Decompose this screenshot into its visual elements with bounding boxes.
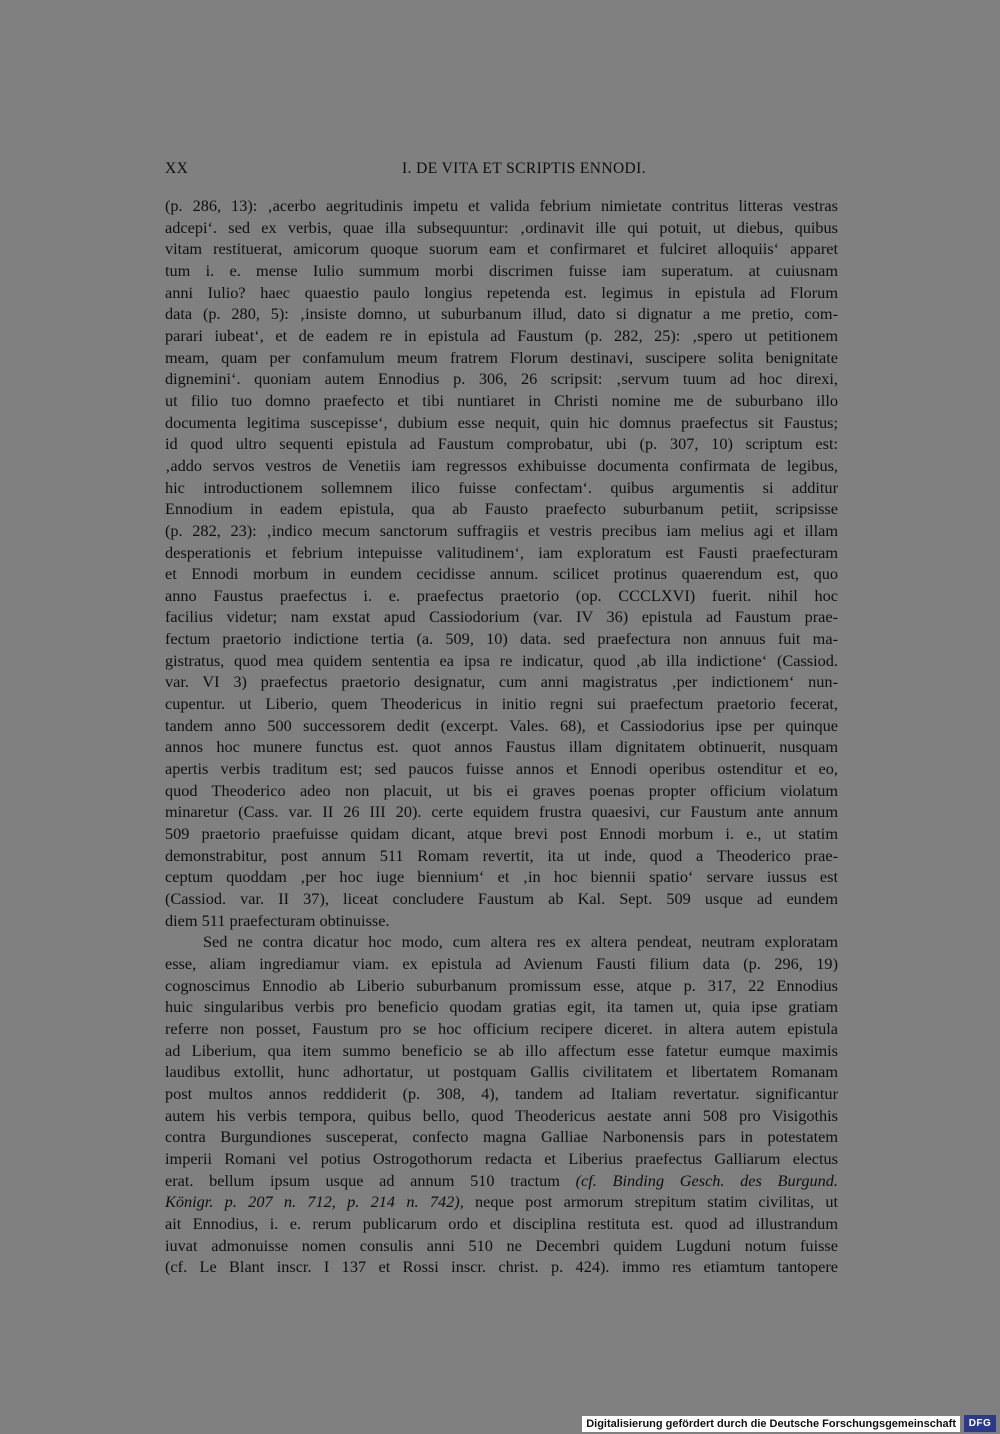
text-line: parari iubeat‘, et de eadem re in epistula ad Faustum (p. 282, 25): ‚spero ut petitionem <box>165 325 838 345</box>
text-line: et Ennodi morbum in eundem cecidisse annum. scilicet protinus quaerendum est, quo <box>165 564 838 584</box>
text-line: (Cassiod. var. II 37), liceat concludere Faustum ab Kal. Sept. 509 usque ad eundem <box>165 889 838 908</box>
text-line: tandem anno 500 successorem dedit (excerpt. Vales. 68), et Cassiodorius ipse per quinque <box>165 715 838 735</box>
text-line: dignemini‘. quoniam autem Ennodius p. 306, 26 scripsit: ‚servum tuum ad hoc direxi, <box>165 369 838 389</box>
text-line: fectum praetorio indictione tertia (a. 509, 10) data. sed praefectura non annuus fuit ma- <box>165 629 838 649</box>
text-line: 509 praetorio praefuisse quidam dicant, atque brevi post Ennodi morbum i. e., ut statim <box>165 824 838 844</box>
text-line: (cf. Le Blant inscr. I 137 et Rossi inscr. christ. p. 424). immo res etiamtum tantopere <box>165 1257 838 1277</box>
text-line: ceptum quoddam ‚per hoc iuge biennium‘ et ‚in hoc biennii spatio‘ servare iussus est <box>165 867 838 887</box>
text-line: ‚addo servos vestros de Venetiis iam regressos exhibuisse documenta confirmata de legibus, <box>165 455 838 475</box>
funding-credit: Digitalisierung gefördert durch die Deutsche Forschungsgemeinschaft <box>582 1416 960 1432</box>
text-line: ad Liberium, qua item summo beneficio se ab illo affectum esse fatetur eumque maximis <box>165 1040 838 1060</box>
text-line: esse, aliam ingrediamur viam. ex epistula ad Avienum Fausti filium data (p. 296, 19) <box>165 953 838 973</box>
text-line: var. VI 3) praefectus praetorio designatur, cum anni magistratus ‚per indictionem‘ nun- <box>165 672 838 692</box>
text-line: anni Iulio? haec quaestio paulo longius repetenda est. legimus in epistula ad Florum <box>165 282 838 302</box>
text-line: iuvat admonuisse nomen consulis anni 510 ne Decembri quidem Lugduni notum fuisse <box>165 1235 838 1255</box>
text-line: diem 511 praefecturam obtinuisse. <box>165 910 390 930</box>
paragraph-start-line: Sed ne contra dicatur hoc modo, cum altera res ex altera pendeat, neutram exploratam <box>203 932 838 952</box>
text-fragment: erat. bellum ipsum usque ad annum 510 tractum <box>165 1170 560 1190</box>
citation-italic: Königr. p. 207 n. 712, p. 214 n. 742) <box>165 1192 460 1212</box>
text-line: ait Ennodius, i. e. rerum publicarum ordo et disciplina restituta est. quod ad illustrandum <box>165 1213 838 1233</box>
text-line: facilius videtur; nam exstat apud Cassiodorium (var. IV 36) epistula ad Faustum prae- <box>165 607 838 627</box>
text-fragment: , neque post armorum strepitum statim civilitas, ut <box>459 1192 838 1212</box>
text-line: meam, quam per confamulum meum fratrem Florum destinavi, suscipere solita benignitate <box>165 347 838 367</box>
text-line-mixed <box>165 1191 838 1213</box>
text-line: documenta legitima suscepisse‘, dubium esse nequit, quin hic domnus praefectus sit Faustus; <box>165 412 838 432</box>
text-line: Ennodium in eadem epistula, qua ab Fausto praefecto suburbanum petiit, scripsisse <box>165 499 838 519</box>
text-line-mixed <box>165 1170 838 1192</box>
dfg-logo: DFG <box>964 1415 996 1432</box>
text-line: adcepi‘. sed ex verbis, quae illa subsequuntur: ‚ordinavit ille qui potuit, ut diebus, quibus <box>165 217 838 237</box>
text-line: cognoscimus Ennodio ab Liberio suburbanum promissum esse, atque p. 317, 22 Ennodius <box>165 975 838 995</box>
text-line: demonstrabitur, post annum 511 Romam revertit, ita ut inde, quod a Theoderico prae- <box>165 845 838 865</box>
text-line: cupentur. ut Liberio, quem Theodericus in initio regni sui praefectum praetorio fecerat, <box>165 694 838 714</box>
text-line: (p. 282, 23): ‚indico mecum sanctorum suffragiis et vestris precibus iam melius agi et illam <box>165 520 838 540</box>
text-line: desperationis et febrium intepuisse valitudinem‘, iam exploratum est Fausti praefecturam <box>165 542 838 562</box>
citation-italic: (cf. Binding Gesch. des Burgund. <box>575 1170 838 1190</box>
footer-banner <box>0 1414 1000 1434</box>
text-line: laudibus extollit, hunc adhortatur, ut postquam Gallis civilitatem et libertatem Romanam <box>165 1062 838 1082</box>
text-line: imperii Romani vel potius Ostrogothorum redacta et Liberius praefectus Galliarum electus <box>165 1148 838 1168</box>
text-line: minaretur (Cass. var. II 26 III 20). certe equidem frustra quaesivi, cur Faustum ante annum <box>165 802 838 822</box>
text-line: ut filio tuo domno praefecto et tibi nuntiaret in Christi nomine me de suburbano illo <box>165 390 838 410</box>
text-line: data (p. 280, 5): ‚insiste domno, ut suburbanum illud, dato si dignatur a me pretio, com- <box>165 304 838 324</box>
text-line: tum i. e. mense Iulio summum morbi discrimen fuisse iam superatum. at cuiusnam <box>165 260 838 280</box>
running-title: I. DE VITA ET SCRIPTIS ENNODI. <box>402 160 646 177</box>
text-line: (p. 286, 13): ‚acerbo aegritudinis impetu et valida febrium nimietate contritus litteras vestras <box>165 196 838 215</box>
text-line: quod Theoderico adeo non placuit, ut bis ei graves poenas propter officium violatum <box>165 780 838 800</box>
text-line: post multos annos reddiderit (p. 308, 4), tandem ad Italiam revertatur. significantur <box>165 1083 838 1103</box>
body-text <box>165 195 838 1278</box>
page-number: XX <box>165 160 189 177</box>
text-line: autem his verbis tempora, quibus bello, quod Theodericus aestate anni 508 pro Visigothis <box>165 1105 838 1125</box>
text-line: annos hoc munere functus est. quot annos Faustus illam dignitatem obtinuerit, nusquam <box>165 737 838 757</box>
text-line: vitam restituerat, amicorum quoque suorum eam et confirmaret et fulciret alloquiis‘ apparet <box>165 239 838 259</box>
text-line: id quod ultro sequenti epistula ad Faustum comprobatur, ubi (p. 307, 10) scriptum est: <box>165 434 838 454</box>
text-line: huic singularibus verbis pro beneficio quodam gratias egit, ita tamen ut, quia ipse gratiam <box>165 997 838 1017</box>
text-line: hic introductionem sollemnem ilico fuisse confectam‘. quibus argumentis si additur <box>165 477 838 497</box>
text-line: anno Faustus praefectus i. e. praefectus praetorio (op. CCCLXVI) fuerit. nihil hoc <box>165 585 838 605</box>
page-header <box>165 160 838 184</box>
text-line: referre non posset, Faustum pro se hoc officium recipere diceret. in altera autem epistula <box>165 1018 838 1038</box>
text-line: apertis verbis traditum est; sed paucos fuisse annos et Ennodi operibus ostenditur et eo, <box>165 759 838 779</box>
text-line: gistratus, quod mea quidem sententia ea ipsa re indicatur, quod ‚ab illa indictione‘ (Cassiod. <box>165 650 838 670</box>
text-line: contra Burgundiones susceperat, confecto magna Galliae Narbonensis pars in potestatem <box>165 1127 838 1147</box>
